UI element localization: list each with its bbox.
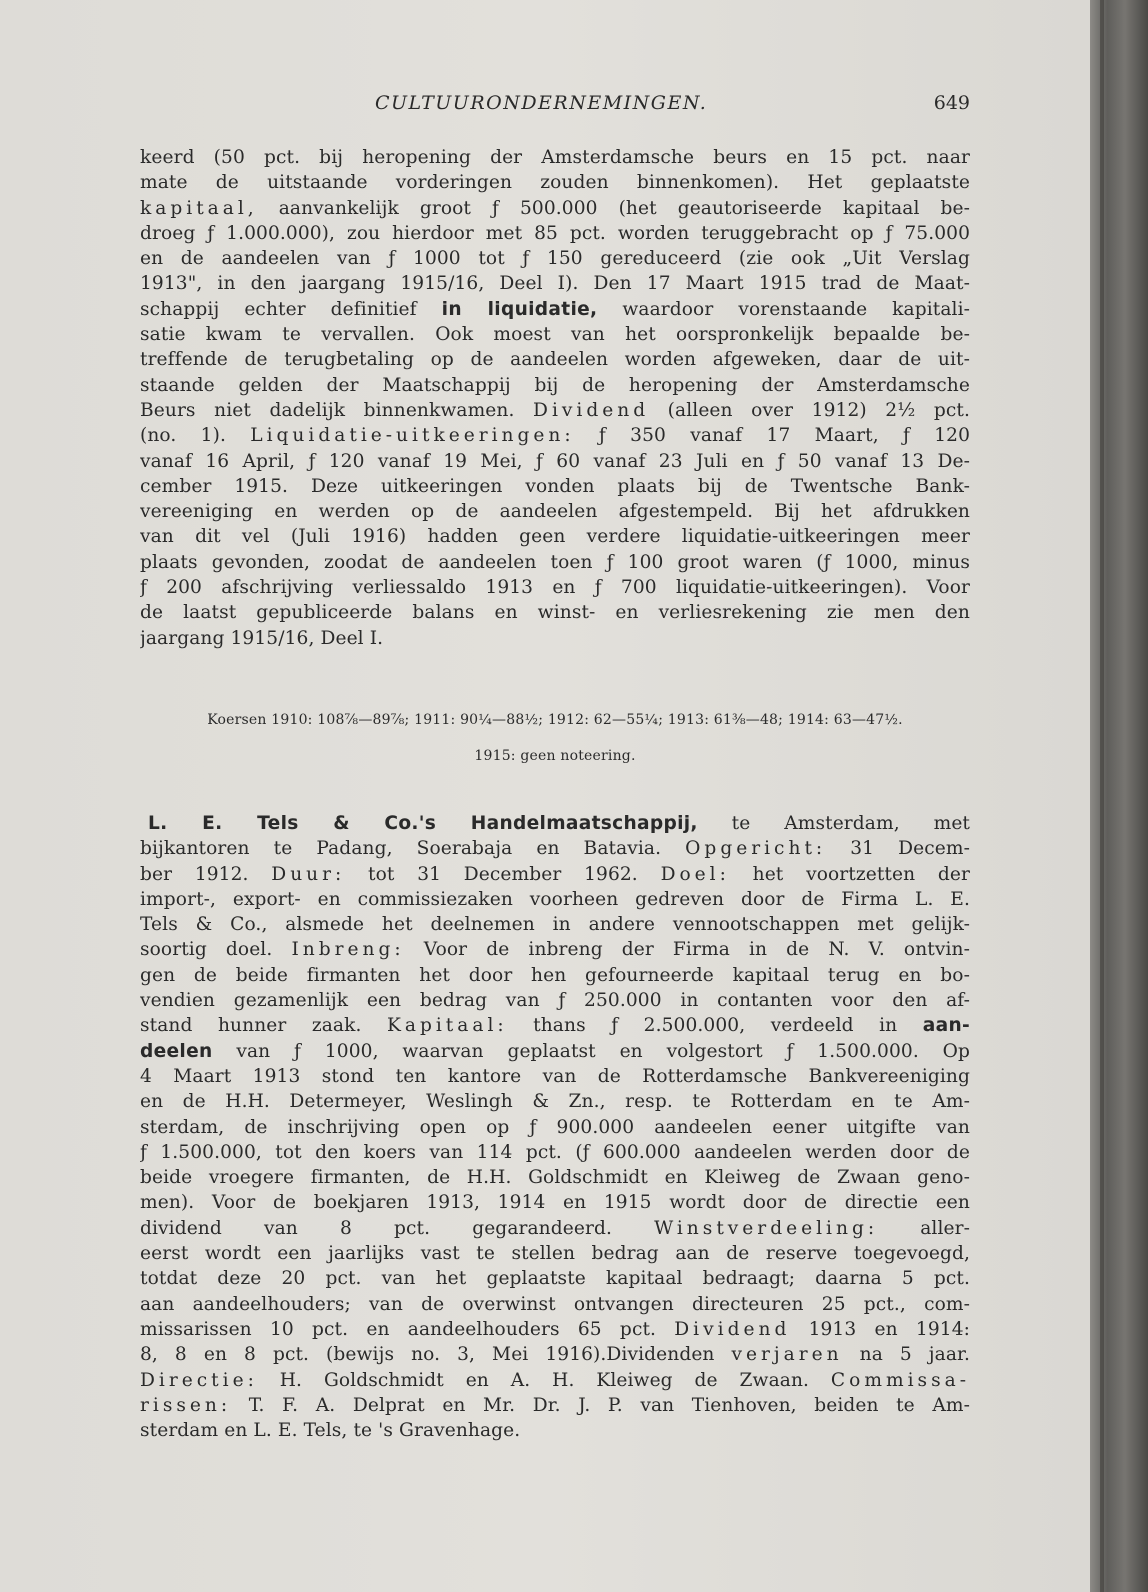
text-line: satie kwam te vervallen. Ook moest van het oorspronkelijk bepaalde be- [140,324,970,346]
text-line: sterdam en L. E. Tels, te 's Gravenhage. [140,1420,521,1442]
text-line: aan aandeelhouders; van de overwinst ontvangen directeuren 25 pct., com- [140,1293,970,1315]
text-line: en de aandeelen van ƒ 1000 tot ƒ 150 gereduceerd (zie ook „Uit Verslag [140,248,970,270]
book-spine [1090,0,1148,1592]
text-line: soortig doel. Inbreng: Voor de inbreng der Firma in de N. V. ontvin- [140,939,970,961]
text-line: (no. 1). Liquidatie-uitkeeringen: ƒ 350 vanaf 17 Maart, ƒ 120 [140,425,970,447]
text-line: Beurs niet dadelijk binnenkwamen. Dividend (alleen over 1912) 2½ pct. [140,399,970,421]
running-header [140,92,970,118]
text-line: kapitaal, aanvankelijk groot ƒ 500.000 (het geautoriseerde kapitaal be- [140,197,970,219]
text-line: cember 1915. Deze uitkeeringen vonden plaats bij de Twentsche Bank- [140,475,970,497]
koersen-line-2: 1915: geen noteering. [474,748,636,764]
text-line: ber 1912. Duur: tot 31 December 1962. Doel: het voortzetten der [140,863,970,885]
text-line: bijkantoren te Padang, Soerabaja en Batavia. Opgericht: 31 Decem- [140,838,970,860]
text-line: jaargang 1915/16, Deel I. [140,627,384,649]
text-line: vereeniging en werden op de aandeelen afgestempeld. Bij het afdrukken [140,501,970,523]
koersen-line: Koersen 1910: 108⅞—89⅞; 1911: 90¼—88½; 1912: 62—55¼; 1913: 61⅜—48; 1914: 63—47½. [207,712,903,728]
text-line: deelen van ƒ 1000, waarvan geplaatst en volgestort ƒ 1.500.000. Op [140,1040,970,1062]
section-tels-handelmaatschappij [140,811,970,1443]
text-line: vanaf 16 April, ƒ 120 vanaf 19 Mei, ƒ 60 vanaf 23 Juli en ƒ 50 vanaf 13 De- [140,450,970,472]
text-line: 8, 8 en 8 pct. (bewijs no. 3, Mei 1916).Dividenden verjaren na 5 jaar. [140,1344,970,1366]
text-line: droeg ƒ 1.000.000), zou hierdoor met 85 pct. worden teruggebracht op ƒ 75.000 [140,222,970,244]
text-line: Directie: H. Goldschmidt en A. H. Kleiweg de Zwaan. Commissa- [140,1369,970,1391]
text-line: staande gelden der Maatschappij bij de heropening der Amsterdamsche [140,374,970,396]
section-previous-company-text [140,145,970,651]
text-line: ƒ 1.500.000, tot den koers van 114 pct. (ƒ 600.000 aandeelen werden door de [140,1141,970,1163]
text-line: totdat deze 20 pct. van het geplaatste kapitaal bedraagt; daarna 5 pct. [140,1268,970,1290]
text-line: dividend van 8 pct. gegarandeerd. Winstverdeeling: aller- [140,1217,970,1239]
text-line: de laatst gepubliceerde balans en winst- en verliesrekening zie men den [140,602,970,624]
text-line: import-, export- en commissiezaken voorheen gedreven door de Firma L. E. [140,888,970,910]
text-line: L. E. Tels & Co.'s Handelmaatschappij, te Amsterdam, met [148,813,970,834]
text-line: missarissen 10 pct. en aandeelhouders 65 pct. Dividend 1913 en 1914: [140,1318,970,1340]
page-number: 649 [933,92,970,114]
text-line: treffende de terugbetaling op de aandeelen worden afgeweken, daar de uit- [140,349,970,371]
text-line: beide vroegere firmanten, de H.H. Goldschmidt en Kleiweg de Zwaan geno- [140,1167,970,1189]
text-line: stand hunner zaak. Kapitaal: thans ƒ 2.500.000, verdeeld in aan- [140,1015,970,1037]
text-line: van dit vel (Juli 1916) hadden geen verdere liquidatie-uitkeeringen meer [140,526,970,548]
text-line: Tels & Co., alsmede het deelnemen in andere vennootschappen met gelijk- [140,914,970,936]
text-line: 4 Maart 1913 stond ten kantore van de Rotterdamsche Bankvereeniging [140,1065,970,1087]
text-line: mate de uitstaande vorderingen zouden binnenkomen). Het geplaatste [140,172,970,194]
text-line: 1913", in den jaargang 1915/16, Deel I). Den 17 Maart 1915 trad de Maat- [140,273,970,295]
text-line: keerd (50 pct. bij heropening der Amsterdamsche beurs en 15 pct. naar [140,147,970,168]
text-line: vendien gezamenlijk een bedrag van ƒ 250.000 in contanten voor den af- [140,990,970,1012]
text-line: ƒ 200 afschrijving verliessaldo 1913 en ƒ 700 liquidatie-uitkeeringen). Voor [140,577,970,599]
text-line: gen de beide firmanten het door hen gefourneerde kapitaal terug en bo- [140,964,970,986]
text-line: en de H.H. Determeyer, Weslingh & Zn., resp. te Rotterdam en te Am- [140,1091,970,1113]
text-line: schappij echter definitief in liquidatie, waardoor vorenstaande kapitali- [140,298,970,320]
text-line: sterdam, de inschrijving open op ƒ 900.000 aandeelen eener uitgifte van [140,1116,970,1138]
running-title: CULTUURONDERNEMINGEN. [375,92,708,114]
text-line: men). Voor de boekjaren 1913, 1914 en 1915 wordt door de directie een [140,1192,970,1214]
text-line: plaats gevonden, zoodat de aandeelen toen ƒ 100 groot waren (ƒ 1000, minus [140,551,970,573]
text-line: eerst wordt een jaarlijks vast te stellen bedrag aan de reserve toegevoegd, [140,1243,970,1265]
text-line: rissen: T. F. A. Delprat en Mr. Dr. J. P. van Tienhoven, beiden te Am- [140,1394,970,1416]
